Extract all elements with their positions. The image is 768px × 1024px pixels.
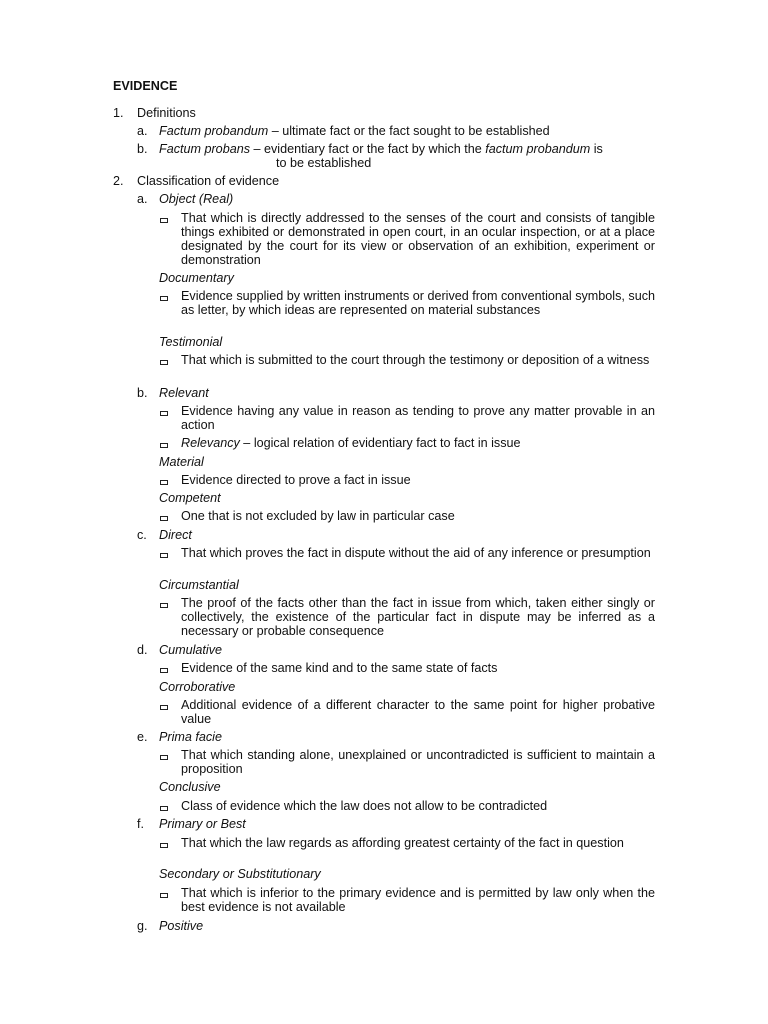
item-letter: a. [137,192,148,206]
bullet-icon [160,296,168,301]
classification-label: Corroborative [159,680,236,694]
bullet-icon [160,843,168,848]
item-letter: c. [137,528,147,542]
definition-term: Factum probans [159,142,250,156]
section-number: 2. [113,174,124,188]
bullet-text: Additional evidence of a different character to the same point for higher probative value [181,698,655,726]
definition-text: is [590,142,603,156]
bullet-text: That which proves the fact in dispute without the aid of any inference or presumption [181,546,651,560]
definition-item [159,142,603,156]
classification-label: Conclusive [159,780,221,794]
item-letter: b. [137,386,148,400]
bullet-text: That which is inferior to the primary evidence and is permitted by law only when the best evidence is not available [181,886,655,914]
classification-label: Competent [159,491,221,505]
bullet-icon [160,893,168,898]
document-title: EVIDENCE [113,79,178,93]
classification-label: Prima facie [159,730,222,744]
definition-item [159,124,550,138]
section-number: 1. [113,106,124,120]
item-letter: d. [137,643,148,657]
relevancy-term: Relevancy [181,436,240,450]
item-letter: g. [137,919,148,933]
section-heading: Definitions [137,106,196,120]
bullet-icon [160,806,168,811]
classification-label: Primary or Best [159,817,246,831]
classification-label: Material [159,455,204,469]
definition-continuation: to be established [276,156,372,170]
item-letter: e. [137,730,148,744]
bullet-text: That which is directly addressed to the senses of the court and consists of tangible things exhibited or demonstrated in open court, in an ocular inspection, or at a place designated by the court for its view or observation of an exhibition, experiment or demonstration [181,211,655,267]
classification-label: Positive [159,919,204,933]
definition-text: – evidentiary fact or the fact by which the [250,142,486,156]
classification-label: Testimonial [159,335,223,349]
classification-label: Documentary [159,271,234,285]
definition-term: factum probandum [485,142,591,156]
bullet-icon [160,553,168,558]
item-letter: b. [137,142,148,156]
bullet-text [181,436,655,450]
bullet-icon [160,668,168,673]
definition-text: – ultimate fact or the fact sought to be established [268,124,550,138]
bullet-icon [160,516,168,521]
bullet-text: Class of evidence which the law does not allow to be contradicted [181,799,548,813]
bullet-icon [160,443,168,448]
classification-label: Cumulative [159,643,222,657]
bullet-icon [160,480,168,485]
bullet-text: Evidence supplied by written instruments or derived from conventional symbols, such as letter, by which ideas are represented on material substances [181,289,655,317]
bullet-text: That which the law regards as affording greatest certainty of the fact in question [181,836,624,850]
classification-label: Secondary or Substitutionary [159,867,321,881]
item-letter: f. [137,817,144,831]
bullet-icon [160,603,168,608]
bullet-text: That which is submitted to the court through the testimony or deposition of a witness [181,353,650,367]
bullet-text: Evidence having any value in reason as tending to prove any matter provable in an action [181,404,655,432]
bullet-text: The proof of the facts other than the fact in issue from which, taken either singly or collectively, the existence of the particular fact in dispute may be inferred as a necessary or probable consequence [181,596,655,638]
bullet-text: One that is not excluded by law in particular case [181,509,455,523]
bullet-icon [160,360,168,365]
bullet-text: Evidence of the same kind and to the same state of facts [181,661,498,675]
bullet-text: Evidence directed to prove a fact in issue [181,473,411,487]
classification-label: Direct [159,528,192,542]
section-heading: Classification of evidence [137,174,280,188]
bullet-icon [160,705,168,710]
bullet-text: That which standing alone, unexplained or uncontradicted is sufficient to maintain a proposition [181,748,655,776]
definition-term: Factum probandum [159,124,269,138]
bullet-icon [160,755,168,760]
classification-label: Circumstantial [159,578,239,592]
bullet-icon [160,411,168,416]
item-letter: a. [137,124,148,138]
classification-label: Object (Real) [159,192,234,206]
relevancy-text: – logical relation of evidentiary fact to fact in issue [239,436,521,450]
bullet-icon [160,218,168,223]
classification-label: Relevant [159,386,209,400]
